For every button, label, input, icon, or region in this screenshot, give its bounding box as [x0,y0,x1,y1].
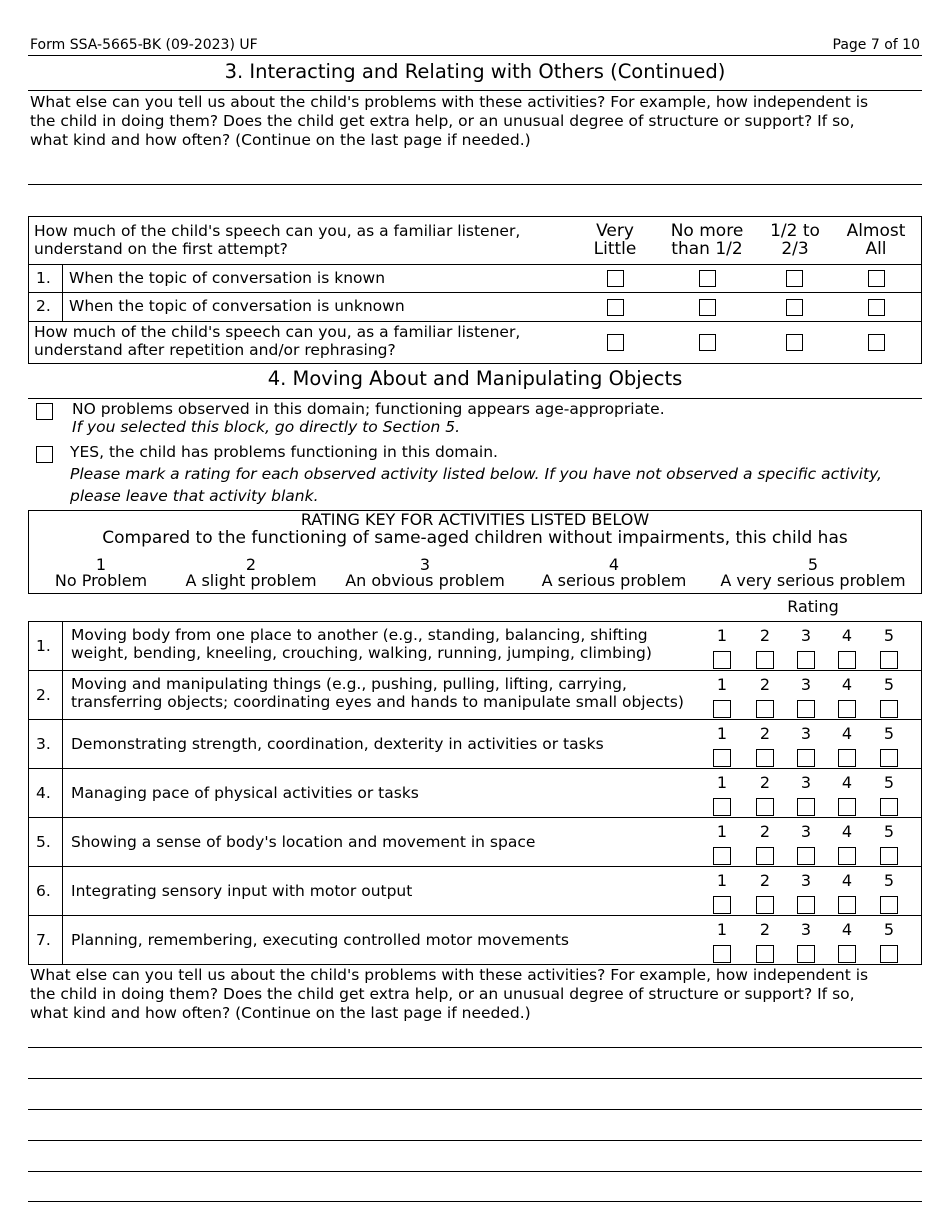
activity-row-divider [28,719,922,720]
activity-4-rating-5-number: 5 [883,773,895,792]
activity-6-label: Integrating sensory input with motor output [71,881,413,900]
activity-1-rating-4-number: 4 [841,626,853,645]
speech-repetition-almost-all-checkbox[interactable] [868,334,885,351]
activity-4-rating-3-checkbox[interactable] [797,798,815,816]
activity-3-rating-2-checkbox[interactable] [756,749,774,767]
activity-7-rating-3-checkbox[interactable] [797,945,815,963]
speech-known-almost-all-checkbox[interactable] [868,270,885,287]
activity-3-rating-5-number: 5 [883,724,895,743]
activity-row-divider [28,915,922,916]
answer-line[interactable] [28,1140,922,1141]
speech-unknown-half-to-two-thirds-checkbox[interactable] [786,299,803,316]
activity-1-rating-5-checkbox[interactable] [880,651,898,669]
activity-row-divider [28,670,922,671]
activity-6-rating-4-checkbox[interactable] [838,896,856,914]
speech-row-1-number: 1. [36,269,51,287]
activity-2-rating-3-number: 3 [800,675,812,694]
speech-known-no-more-than-half-checkbox[interactable] [699,270,716,287]
activity-6-rating-2-checkbox[interactable] [756,896,774,914]
activity-5-rating-1-checkbox[interactable] [713,847,731,865]
section-3-title-rule [28,90,922,91]
activity-1-rating-4-checkbox[interactable] [838,651,856,669]
activity-7-rating-4-checkbox[interactable] [838,945,856,963]
speech-row-divider [28,292,922,293]
column-very-little-line-2: Little [593,239,637,259]
activity-4-rating-3-number: 3 [800,773,812,792]
activity-3-rating-5-checkbox[interactable] [880,749,898,767]
form-id: Form SSA-5665-BK (09-2023) UF [30,37,258,53]
activity-7-rating-3-number: 3 [800,920,812,939]
activity-row-divider [28,964,922,965]
activity-1-rating-3-checkbox[interactable] [797,651,815,669]
column-no-more-than-half-line-2: than 1/2 [671,239,743,259]
activity-4-label: Managing pace of physical activities or tasks [71,783,419,802]
speech-repetition-half-to-two-thirds-checkbox[interactable] [786,334,803,351]
rating-key-level-5-label: A very serious problem [720,571,906,590]
activity-2-label-line-2: transferring objects; coordinating eyes and hands to manipulate small objects) [71,693,684,711]
speech-repetition-line-1: How much of the child's speech can you, as a familiar listener, [34,323,521,341]
rating-key-level-3-label: An obvious problem [345,571,505,590]
activities-table-top [28,621,922,622]
no-problems-label: NO problems observed in this domain; functioning appears age-appropriate. [72,400,665,418]
rating-column-header: Rating [787,597,839,616]
activity-5-rating-3-number: 3 [800,822,812,841]
activity-3-rating-2-number: 2 [759,724,771,743]
activity-5-label: Showing a sense of body's location and movement in space [71,832,536,851]
activity-4-rating-2-number: 2 [759,773,771,792]
activity-1-rating-1-number: 1 [716,626,728,645]
speech-known-half-to-two-thirds-checkbox[interactable] [786,270,803,287]
column-no-more-than-half-line-1: No more [670,221,744,241]
activity-2-rating-3-checkbox[interactable] [797,700,815,718]
rating-key-level-3-number: 3 [419,555,431,574]
rating-key-level-2-number: 2 [245,555,257,574]
activity-2-rating-5-number: 5 [883,675,895,694]
yes-problems-label: YES, the child has problems functioning in this domain. [70,443,498,461]
rating-key-level-5-number: 5 [807,555,819,574]
activity-1-rating-3-number: 3 [800,626,812,645]
rating-key-level-4-label: A serious problem [541,571,687,590]
activity-2-rating-4-checkbox[interactable] [838,700,856,718]
yes-problems-note-line-1: Please mark a rating for each observed activity listed below. If you have not observed a specific activity, [70,465,882,483]
speech-unknown-almost-all-checkbox[interactable] [868,299,885,316]
answer-line[interactable] [28,1109,922,1110]
speech-table-bottom [28,363,922,364]
activity-2-rating-4-number: 4 [841,675,853,694]
rating-key-level-1-label: No Problem [54,571,148,590]
answer-line[interactable] [28,1078,922,1079]
speech-question-line-1: How much of the child's speech can you, as a familiar listener, [34,222,521,240]
rating-key-level-2-label: A slight problem [185,571,317,590]
speech-question-line-2: understand on the first attempt? [34,240,288,258]
activity-3-rating-4-number: 4 [841,724,853,743]
column-very-little-line-1: Very [596,221,634,241]
activity-5-rating-4-number: 4 [841,822,853,841]
section-3-prompt-line-2: the child in doing them? Does the child get extra help, or an unusual degree of structure or support? If so, [30,112,855,130]
speech-table-right [921,216,922,363]
speech-repetition-no-more-than-half-checkbox[interactable] [699,334,716,351]
activities-table-right [921,621,922,964]
activity-row-divider [28,768,922,769]
activity-1-rating-5-number: 5 [883,626,895,645]
activity-2-rating-2-checkbox[interactable] [756,700,774,718]
activity-7-rating-5-checkbox[interactable] [880,945,898,963]
activity-2-rating-1-checkbox[interactable] [713,700,731,718]
activity-7-rating-4-number: 4 [841,920,853,939]
activity-4-rating-5-checkbox[interactable] [880,798,898,816]
activities-table-left [28,621,29,964]
activity-4-rating-1-checkbox[interactable] [713,798,731,816]
activity-5-rating-4-checkbox[interactable] [838,847,856,865]
activity-7-rating-1-checkbox[interactable] [713,945,731,963]
section-3-title: 3. Interacting and Relating with Others (Continued) [224,60,726,83]
activity-4-rating-4-checkbox[interactable] [838,798,856,816]
activity-3-rating-1-checkbox[interactable] [713,749,731,767]
section-4-title: 4. Moving About and Manipulating Objects [267,367,683,390]
activity-3-rating-1-number: 1 [716,724,728,743]
no-problems-checkbox[interactable] [36,403,53,420]
activity-2-number: 2. [36,685,51,704]
activity-4-rating-1-number: 1 [716,773,728,792]
speech-repetition-line-2: understand after repetition and/or rephrasing? [34,341,396,359]
yes-problems-checkbox[interactable] [36,446,53,463]
speech-row-divider [28,321,922,322]
activity-1-rating-1-checkbox[interactable] [713,651,731,669]
rating-key-subtitle: Compared to the functioning of same-aged children without impairments, this child has [102,528,848,548]
section-3-prompt-line-1: What else can you tell us about the child's problems with these activities? For example, how independent is [30,93,869,111]
rating-key-title: RATING KEY FOR ACTIVITIES LISTED BELOW [300,510,650,529]
activity-2-rating-5-checkbox[interactable] [880,700,898,718]
speech-row-2-label: When the topic of conversation is unknown [69,297,405,315]
activity-6-rating-1-number: 1 [716,871,728,890]
activity-3-rating-4-checkbox[interactable] [838,749,856,767]
activities-number-column-divider [62,621,63,964]
activity-5-rating-1-number: 1 [716,822,728,841]
activity-4-rating-4-number: 4 [841,773,853,792]
activity-1-number: 1. [36,636,51,655]
activity-5-rating-5-number: 5 [883,822,895,841]
speech-repetition-very-little-checkbox[interactable] [607,334,624,351]
activity-1-rating-2-checkbox[interactable] [756,651,774,669]
activity-5-rating-2-checkbox[interactable] [756,847,774,865]
section-4-prompt-line-1: What else can you tell us about the child's problems with these activities? For example, how independent is [30,966,869,984]
activity-7-rating-2-checkbox[interactable] [756,945,774,963]
speech-known-very-little-checkbox[interactable] [607,270,624,287]
activity-5-rating-5-checkbox[interactable] [880,847,898,865]
activity-7-rating-2-number: 2 [759,920,771,939]
activity-6-number: 6. [36,881,51,900]
activity-2-label-line-1: Moving and manipulating things (e.g., pushing, pulling, lifting, carrying, [71,675,627,693]
activity-7-rating-5-number: 5 [883,920,895,939]
speech-unknown-no-more-than-half-checkbox[interactable] [699,299,716,316]
answer-line[interactable] [28,1171,922,1172]
speech-row-divider [28,264,922,265]
activity-3-number: 3. [36,734,51,753]
no-problems-note: If you selected this block, go directly to Section 5. [72,418,461,436]
activity-row-divider [28,866,922,867]
activity-5-rating-3-checkbox[interactable] [797,847,815,865]
activity-7-label: Planning, remembering, executing controlled motor movements [71,930,569,949]
activity-3-rating-3-checkbox[interactable] [797,749,815,767]
activity-6-rating-5-checkbox[interactable] [880,896,898,914]
activity-6-rating-2-number: 2 [759,871,771,890]
activity-4-number: 4. [36,783,51,802]
activity-row-divider [28,817,922,818]
activity-1-label-line-1: Moving body from one place to another (e.g., standing, balancing, shifting [71,626,648,644]
activity-2-rating-2-number: 2 [759,675,771,694]
activity-1-label-line-2: weight, bending, kneeling, crouching, walking, running, jumping, climbing) [71,644,652,662]
header-rule [28,55,922,56]
activity-2-rating-1-number: 1 [716,675,728,694]
activity-5-rating-2-number: 2 [759,822,771,841]
column-half-to-two-thirds-line-1: 1/2 to [770,221,820,241]
yes-problems-note-line-2: please leave that activity blank. [70,487,319,505]
column-half-to-two-thirds-line-2: 2/3 [781,239,809,259]
activity-1-rating-2-number: 2 [759,626,771,645]
activity-6-rating-3-number: 3 [800,871,812,890]
activity-7-rating-1-number: 1 [716,920,728,939]
activity-6-rating-1-checkbox[interactable] [713,896,731,914]
speech-table-top [28,216,922,217]
answer-line[interactable] [28,1047,922,1048]
speech-row-1-label: When the topic of conversation is known [69,269,386,287]
section-3-answer-line[interactable] [28,184,922,185]
activity-6-rating-5-number: 5 [883,871,895,890]
section-4-prompt-line-3: what kind and how often? (Continue on the last page if needed.) [30,1004,531,1022]
activity-6-rating-4-number: 4 [841,871,853,890]
activity-4-rating-2-checkbox[interactable] [756,798,774,816]
rating-key-level-1-number: 1 [95,555,107,574]
speech-unknown-very-little-checkbox[interactable] [607,299,624,316]
section-3-prompt-line-3: what kind and how often? (Continue on the last page if needed.) [30,131,531,149]
answer-line[interactable] [28,1201,922,1202]
rating-key-level-4-number: 4 [608,555,620,574]
activity-7-number: 7. [36,930,51,949]
page-number: Page 7 of 10 [832,37,920,53]
activity-5-number: 5. [36,832,51,851]
activity-3-label: Demonstrating strength, coordination, dexterity in activities or tasks [71,734,604,753]
column-almost-all-line-2: All [865,239,887,259]
activity-3-rating-3-number: 3 [800,724,812,743]
section-4-title-rule [28,398,922,399]
section-4-prompt-line-2: the child in doing them? Does the child get extra help, or an unusual degree of structure or support? If so, [30,985,855,1003]
column-almost-all-line-1: Almost [846,221,906,241]
activity-6-rating-3-checkbox[interactable] [797,896,815,914]
speech-row-2-number: 2. [36,297,51,315]
speech-table-left [28,216,29,363]
